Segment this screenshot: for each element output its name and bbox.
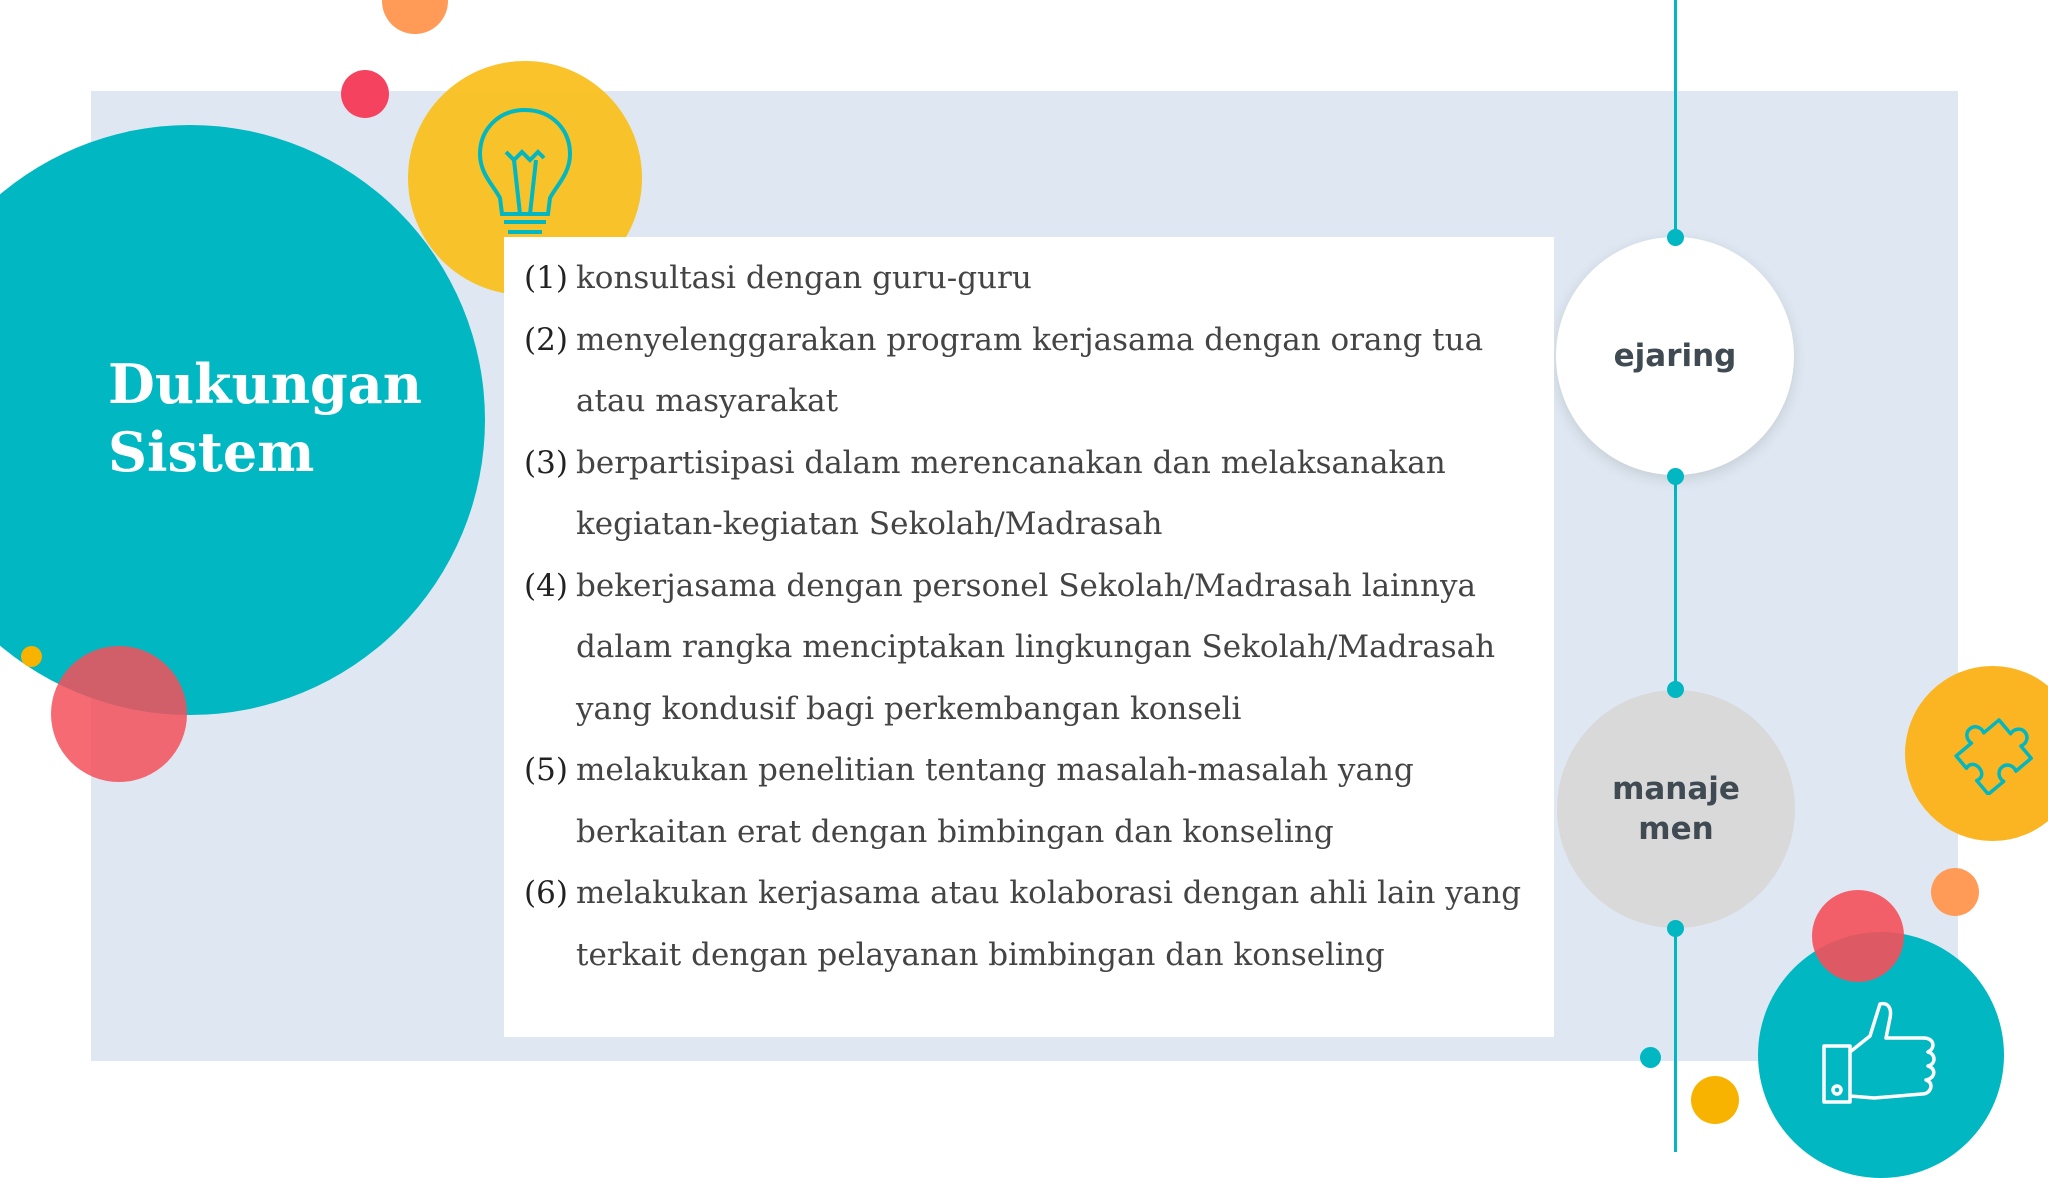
timeline-node-ejaring — [1556, 237, 1794, 475]
list-item-number: (3) — [524, 444, 568, 481]
list-item — [524, 556, 1554, 741]
decor-circle-red-left — [51, 646, 187, 782]
list-item — [524, 863, 1554, 986]
list-item — [524, 310, 1554, 433]
list-item-number: (2) — [524, 321, 568, 358]
timeline-dot — [1667, 920, 1684, 937]
decor-circle-pink — [341, 70, 389, 118]
decor-circle-orange-right — [1931, 868, 1979, 916]
timeline-node-manajemen — [1557, 690, 1795, 928]
list-item — [524, 433, 1554, 556]
list-item — [524, 248, 1554, 310]
decor-circle-red-right — [1812, 890, 1904, 982]
timeline-dot — [1667, 681, 1684, 698]
timeline-node-label: ejaring — [1613, 338, 1737, 374]
list-item-number: (6) — [524, 875, 568, 911]
content-box — [504, 237, 1554, 1037]
list-item — [524, 740, 1554, 863]
list-item-number: (1) — [524, 260, 568, 296]
decor-circle-orange-top — [382, 0, 448, 34]
decor-dot-teal — [1640, 1047, 1661, 1068]
lightbulb-icon — [470, 102, 580, 242]
list-item-text: melakukan kerjasama atau kolaborasi dengan ahli lain yang terkait dengan pelayanan bimbingan dan konseling — [576, 875, 1522, 973]
list-item-text: menyelenggarakan program kerjasama dengan orang tua atau masyarakat — [576, 321, 1484, 419]
timeline-node-label: manaje men — [1612, 771, 1740, 847]
decor-dot-yellow-bottom — [1691, 1076, 1739, 1124]
list-item-number: (4) — [524, 567, 568, 604]
timeline-dot — [1667, 468, 1684, 485]
slide-title: Dukungan Sistem — [108, 352, 423, 484]
list-item-number: (5) — [524, 752, 568, 788]
decor-dot-yellow — [21, 646, 42, 667]
list-item-text: melakukan penelitian tentang masalah-masalah yang berkaitan erat dengan bimbingan dan konseling — [576, 752, 1414, 850]
timeline-line — [1674, 0, 1677, 1152]
list-item-text: konsultasi dengan guru-guru — [576, 260, 1032, 296]
puzzle-icon — [1950, 710, 2035, 795]
timeline-dot — [1667, 229, 1684, 246]
list-item-text: berpartisipasi dalam merencanakan dan melaksanakan kegiatan-kegiatan Sekolah/Madrasah — [576, 444, 1446, 542]
list-item-text: bekerjasama dengan personel Sekolah/Madrasah lainnya dalam rangka menciptakan lingkungan Sekolah/Madrasah yang kondusif bagi perkembangan konseli — [576, 567, 1496, 727]
thumbs-up-icon — [1818, 998, 1943, 1113]
